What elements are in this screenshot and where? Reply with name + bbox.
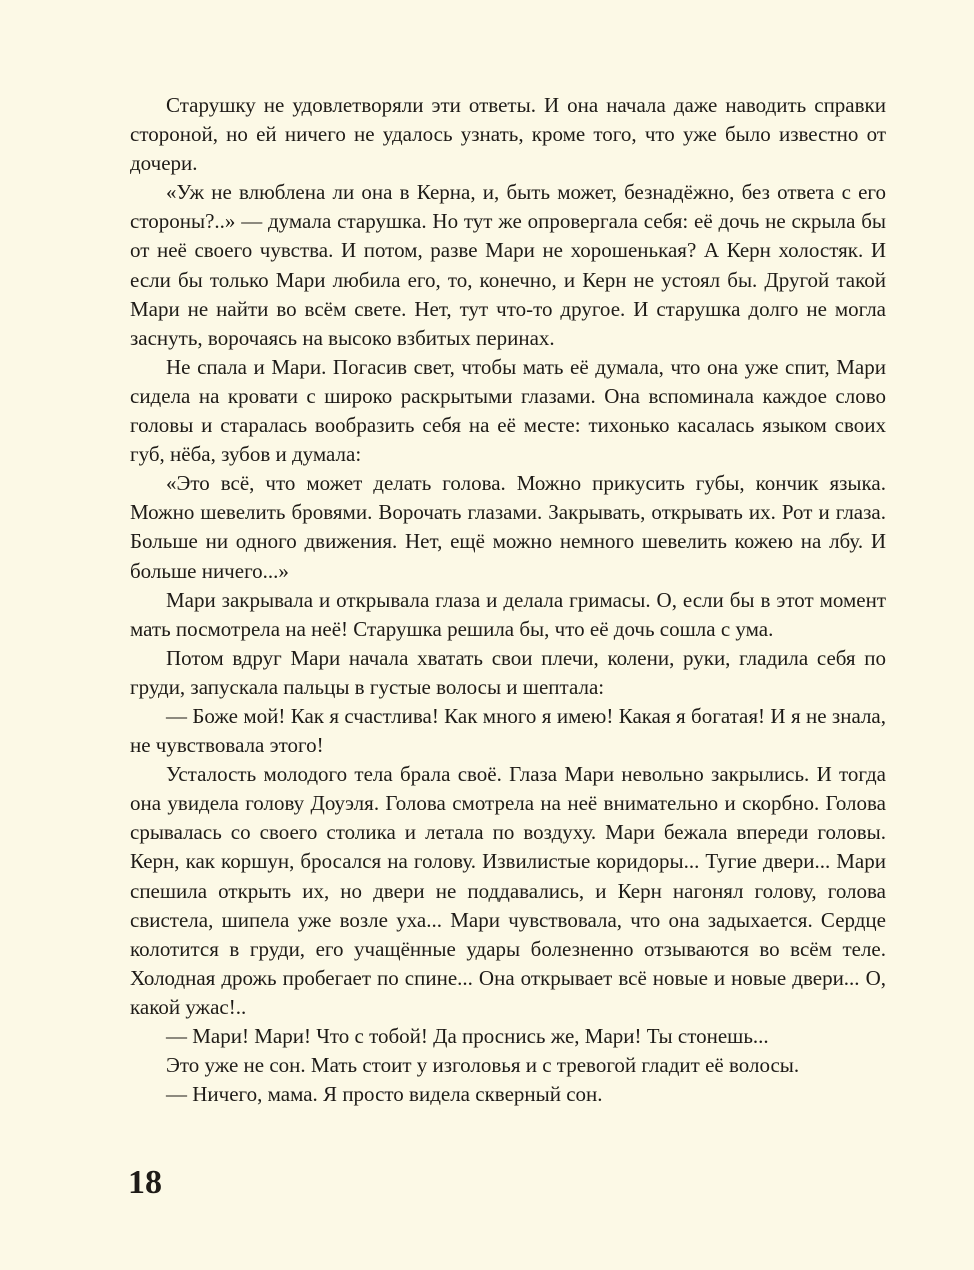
paragraph: Усталость молодого тела брала своё. Глаза Мари невольно закрылись. И тогда она увидела голову Доуэля. Голова смотрела на неё внимательно и скорбно. Голова срывалась со своего столика и летала по воздуху. Мари бежала впереди головы. Керн, как коршун, бросался на голову. Извилистые коридоры... Тугие двери... Мари спешила открыть их, но двери не поддавались, и Керн нагонял голову, голова свистела, шипела уже возле уха... Мари чувствовала, что она задыхается. Сердце колотится в груди, его учащённые удары болезненно отзываются во всём теле. Холодная дрожь пробегает по спине... Она открывает всё новые и новые двери... О, какой ужас!.. [130, 762, 886, 1019]
paragraph: Потом вдруг Мари начала хватать свои плечи, колени, руки, гладила себя по груди, запускала пальцы в густые волосы и шептала: [130, 645, 886, 699]
paragraph: Это уже не сон. Мать стоит у изголовья и с тревогой гладит её волосы. [166, 1053, 800, 1078]
body-text [130, 91, 886, 1109]
paragraph: «Это всё, что может делать голова. Можно прикусить губы, кончик языка. Можно шевелить бровями. Ворочать глазами. Закрывать, открывать их. Рот и глаза. Больше ни одного движения. Нет, ещё можно немного шевелить кожею на лбу. И больше ничего...» [130, 471, 886, 583]
paragraph: Не спала и Мари. Погасив свет, чтобы мать её думала, что она уже спит, Мари сидела на кровати с широко раскрытыми глазами. Она вспоминала каждое слово головы и старалась вообразить себя на её месте: тихонько касалась языком своих губ, нёба, зубов и думала: [130, 354, 886, 467]
paragraph: — Боже мой! Как я счастлива! Как много я имею! Какая я богатая! И я не знала, не чувствовала этого! [130, 703, 886, 758]
paragraph: «Уж не влюблена ли она в Керна, и, быть может, безнадёжно, без ответа с его стороны?..» — думала старушка. Но тут же опровергала себя: её дочь не скрыла бы от неё своего чувства. И потом, разве Мари не хорошенькая? А Керн холостяк. И если бы только Мари любила его, то, конечно, и Керн не устоял бы. Другой такой Мари не найти во всём свете. Нет, тут что-то другое. И старушка долго не могла заснуть, ворочаясь на высоко взбитых перинах. [130, 180, 886, 350]
paragraph: — Мари! Мари! Что с тобой! Да проснись же, Мари! Ты стонешь... [166, 1024, 769, 1048]
page-number: 18 [128, 1164, 162, 1201]
paragraph: Старушку не удовлетворяли эти ответы. И она начала даже наводить справки стороной, но ей ничего не удалось узнать, кроме того, что уже было известно от дочери. [130, 93, 886, 176]
paragraph: — Ничего, мама. Я просто видела скверный сон. [166, 1082, 603, 1107]
paragraph: Мари закрывала и открывала глаза и делала гримасы. О, если бы в этот момент мать посмотрела на неё! Старушка решила бы, что её дочь сошла с ума. [130, 587, 886, 641]
